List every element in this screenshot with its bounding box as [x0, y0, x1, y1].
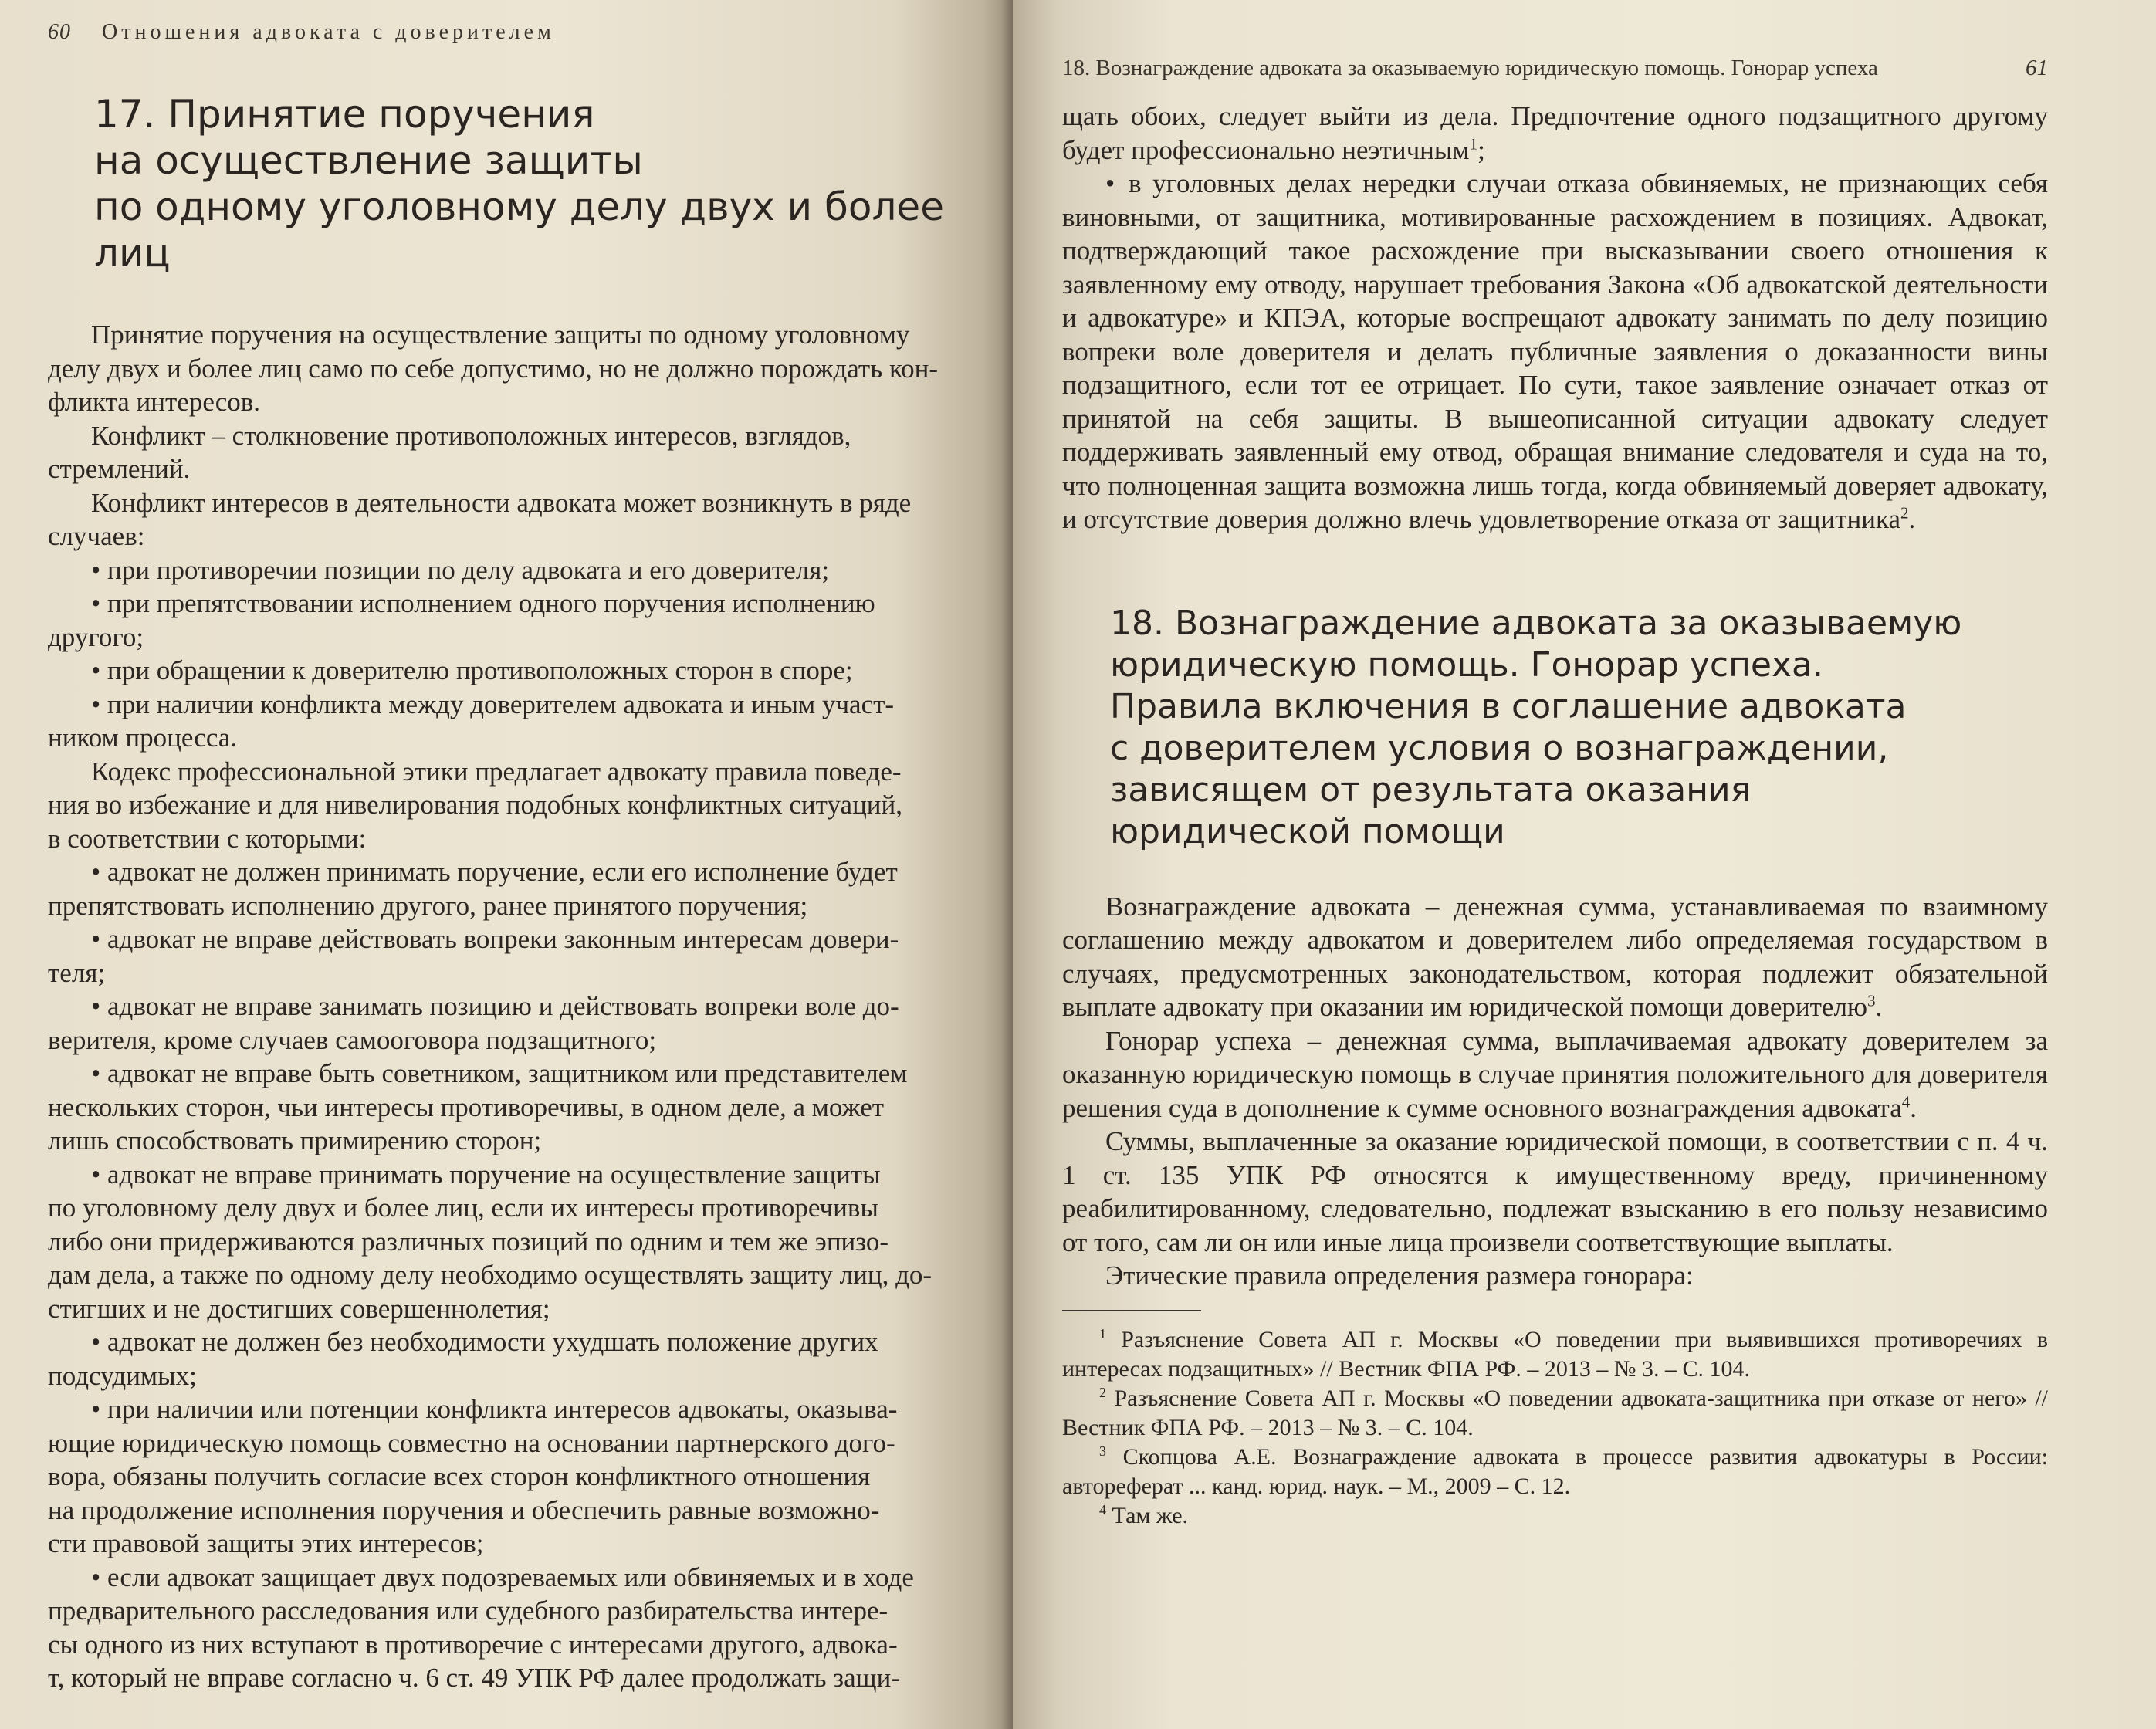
text-line: • адвокат не вправе быть советником, защитником или представителем — [91, 1058, 908, 1088]
heading-line: с доверителем условия о вознаграждении, — [1110, 728, 1889, 768]
paragraph-text: Вознаграждение адвоката – денежная сумма, устанавливаемая по взаимному соглашению между адвокатом и доверителем либо определяемая государством в случаях, предусмотренных законодательством, которая подлежит обязательной выплате адвокату при оказании им юридической помощи доверителю — [1062, 891, 2048, 1022]
text-line: • при наличии конфликта между доверителем адвоката и иным участ- — [91, 689, 895, 719]
heading-line: 17. Принятие поручения — [94, 92, 595, 137]
paragraph — [1062, 1125, 2048, 1259]
text-line: теля; — [48, 957, 106, 988]
text-line: другого; — [48, 621, 144, 652]
left-page — [0, 0, 1013, 1729]
text-line: • при наличии или потенции конфликта интересов адвокаты, оказыва- — [91, 1394, 898, 1424]
text-line: • адвокат не вправе действовать вопреки законным интересам довери- — [91, 924, 899, 954]
paragraph-text: в уголовных делах нередки случаи отказа обвиняемых, не признающих себя виновными, от защитника, мотивированные расхождением в позициях. Адвокат, подтверждающий такое расхождение при высказывании своего отношения к заявленному ему отводу, нарушает требования Закона «Об адвокатской деятельности и адвокатуре» и КПЭА, которые воспрещают адвокату занимать по делу позицию вопреки воле доверителя и делать публичные заявления о доказанности вины подзащитного, если тот ее отрицает. По сути, такое заявление означает отказ от принятой на себя защиты. В вышеописанной ситуации адвокату следует поддерживать заявленный ему отвод, обращая внимание следователя и суда на то, что полноценная защита возможна лишь тогда, когда обвиняемый доверяет адвокату, и отсутствие доверия должно влечь удовлетворение отказа от защитника — [1062, 168, 2048, 534]
heading-line: юридической помощи — [1110, 811, 1505, 851]
spacer — [1062, 536, 2048, 603]
right-body-text — [1062, 890, 2048, 1293]
text-line: в соответствии с которыми: — [48, 823, 367, 854]
footnote-mark: 2 — [1099, 1384, 1106, 1400]
footnotes — [1062, 1325, 2048, 1531]
footnote — [1062, 1325, 2048, 1384]
running-head-title: 18. Вознаграждение адвоката за оказываемую юридическую помощь. Гонорар успеха — [1062, 56, 1878, 80]
footnote — [1062, 1443, 2048, 1501]
footnote-marker: 3 — [1867, 991, 1876, 1010]
heading-line: Правила включения в соглашение адвоката — [1110, 686, 1907, 726]
text-line: фликта интересов. — [48, 387, 261, 417]
heading-line: зависящем от результата оказания — [1110, 770, 1752, 810]
text-line: • при препятствовании исполнением одного поручения исполнению — [91, 588, 875, 618]
running-head-left — [48, 20, 1013, 45]
paragraph: Гонорар успеха – денежная сумма, выплачиваемая адвокату доверителем за оказанную юридическую помощь в случае принятия положительного для доверителя решения суда в дополнение к сумме основного вознаграждения адвоката$^4$. — [1062, 1025, 2048, 1123]
footnote — [1062, 1384, 2048, 1443]
text-line: предварительного расследования или судебного разбирательства интере- — [48, 1595, 888, 1626]
footnote-marker: 4 — [1901, 1091, 1911, 1111]
text-line: ником процесса. — [48, 722, 238, 753]
text-line: вора, обязаны получить согласие всех сторон конфликтного отношения — [48, 1461, 871, 1491]
text-line: делу двух и более лиц само по себе допустимо, но не должно порождать кон- — [48, 353, 939, 384]
text-line: верителя, кроме случаев самооговора подзащитного; — [48, 1024, 657, 1055]
text-line: Принятие поручения на осуществление защиты по одному уголовному — [91, 320, 910, 350]
section-18-heading — [1110, 603, 2048, 853]
footnote-text: Разъяснение Совета АП г. Москвы «О поведении адвоката-защитника при отказе от него» // Вестник ФПА РФ. – 2013 – № 3. – С. 104. — [1062, 1385, 2049, 1440]
text-line: Кодекс профессиональной этики предлагает адвокату правила поведе- — [91, 756, 902, 787]
right-top-text — [1062, 100, 2048, 536]
bullet-dot: • — [1105, 168, 1115, 198]
paragraph-text: Суммы, выплаченные за оказание юридической помощи, в соответствии с п. 4 ч. 1 ст. 135 УПК РФ относятся к имущественному вреду, причиненному реабилитированному, следовательно, подлежат взысканию в его пользу независимо от того, сам ли он или иные лица произвели соответствующие выплаты. — [1062, 1126, 2048, 1257]
heading-line: юридическую помощь. Гонорар успеха. — [1110, 645, 1823, 685]
text-line: стремлений. — [48, 454, 191, 484]
text-line: Конфликт – столкновение противоположных интересов, взглядов, — [91, 420, 851, 451]
text-line: подсудимых; — [48, 1360, 197, 1391]
bullet-item: • в уголовных делах нередки случаи отказа обвиняемых, не признающих себя виновными, от защитника, мотивированные расхождением в позициях. Адвокат, подтверждающий такое расхождение при высказывании своего отношения к заявленному ему отводу, нарушает требования Закона «Об адвокатской деятельности и адвокатуре» и КПЭА, которые воспрещают адвокату занимать по делу позицию вопреки воле доверителя и делать публичные заявления о доказанности вины подзащитного, если тот ее отрицает. По сути, такое заявление означает отказ от принятой на себя защиты. В вышеописанной ситуации адвокату следует поддерживать заявленный ему отвод, обращая внимание следователя и суда на то, что полноценная защита возможна лишь тогда, когда обвиняемый доверяет адвокату, и отсутствие доверия должно влечь удовлетворение отказа от защитника$^2$. — [1062, 168, 2048, 534]
text-line: • адвокат не должен без необходимости ухудшать положение других — [91, 1327, 878, 1357]
footnote-rule — [1062, 1310, 1201, 1311]
text-line: ющие юридическую помощь совместно на основании партнерского дого- — [48, 1427, 895, 1458]
text-line: на продолжение исполнения поручения и обеспечить равные возможно- — [48, 1494, 880, 1525]
footnote — [1062, 1501, 2048, 1531]
page-number-left: 60 — [48, 20, 71, 44]
text-line: • если адвокат защищает двух подозреваемых или обвиняемых и в ходе — [91, 1562, 914, 1592]
running-head-title: Отношения адвоката с доверителем — [102, 20, 555, 44]
text-line: лишь способствовать примирению сторон; — [48, 1125, 542, 1155]
footnote-mark: 1 — [1099, 1325, 1106, 1342]
text-line: • при обращении к доверителю противоположных сторон в споре; — [91, 655, 853, 685]
footnote-text: Там же. — [1112, 1502, 1189, 1528]
text-line: сти правовой защиты этих интересов; — [48, 1528, 484, 1558]
right-page — [1013, 0, 2156, 1729]
paragraph — [1062, 1259, 2048, 1293]
text-line: • адвокат не вправе принимать поручение на осуществление защиты — [91, 1159, 881, 1189]
footnote-text: Разъяснение Совета АП г. Москвы «О поведении при выявившихся противоречиях в интересах подзащитных» // Вестник ФПА РФ. – 2013 – № 3. – С. 104. — [1062, 1326, 2049, 1382]
paragraph-text: Гонорар успеха – денежная сумма, выплачиваемая адвокату доверителем за оказанную юридическую помощь в случае принятия положительного для доверителя решения суда в дополнение к сумме основного вознаграждения адвоката — [1062, 1025, 2048, 1123]
paragraph-text: Этические правила определения размера гонорара: — [1105, 1260, 1694, 1291]
text-line: случаев: — [48, 521, 145, 551]
page-number-right: 61 — [2026, 56, 2048, 80]
section-17-heading — [94, 91, 1013, 276]
text-line: т, который не вправе согласно ч. 6 ст. 49 УПК РФ далее продолжать защи- — [48, 1663, 901, 1693]
text-line: • при противоречии позиции по делу адвоката и его доверителя; — [91, 554, 830, 585]
text-line: стигших и не достигших совершеннолетия; — [48, 1293, 550, 1324]
text-line: препятствовать исполнению другого, ранее принятого поручения; — [48, 890, 808, 921]
text-line: Конфликт интересов в деятельности адвоката может возникнуть в ряде — [91, 487, 912, 518]
heading-line: 18. Вознаграждение адвоката за оказываемую — [1110, 603, 1962, 643]
text-line: нескольких сторон, чьи интересы противоречивы, в одном деле, а может — [48, 1091, 885, 1122]
text-line: либо они придерживаются различных позиций по одним и тем же эпизо- — [48, 1226, 889, 1257]
footnote-marker: 2 — [1900, 503, 1909, 523]
footnote-mark: 4 — [1099, 1501, 1106, 1518]
text-line: по уголовному делу двух и более лиц, если их интересы противоречивы — [48, 1193, 878, 1223]
text-line: ния во избежание и для нивелирования подобных конфликтных ситуаций, — [48, 790, 903, 820]
paragraph: Вознаграждение адвоката – денежная сумма, устанавливаемая по взаимному соглашению между адвокатом и доверителем либо определяемая государством в случаях, предусмотренных законодательством, которая подлежит обязательной выплате адвокату при оказании им юридической помощи доверителю$^3$. — [1062, 891, 2048, 1022]
text-line: сы одного из них вступают в противоречие с интересами другого, адвока- — [48, 1629, 898, 1660]
footnote-text: Скопцова А.Е. Вознаграждение адвоката в процессе развития адвокатуры в России: автореферат ... канд. юрид. наук. – М., 2009 – С. 12. — [1062, 1443, 2048, 1499]
running-head-right — [1062, 56, 2048, 81]
paragraph: щать обоих, следует выйти из дела. Предпочтение одного подзащитного другому будет профессионально неэтичным$^1$; — [1062, 101, 2048, 165]
paragraph-text: щать обоих, следует выйти из дела. Предпочтение одного подзащитного другому будет профессионально неэтичным — [1062, 101, 2048, 165]
footnote-mark: 3 — [1099, 1443, 1106, 1459]
left-body-text — [48, 318, 1013, 1695]
text-line: • адвокат не вправе занимать позицию и действовать вопреки воле до- — [91, 991, 899, 1021]
text-line: • адвокат не должен принимать поручение, если его исполнение будет — [91, 857, 898, 887]
heading-line: на осуществление защиты — [94, 138, 643, 183]
text-line: дам дела, а также по одному делу необходимо осуществлять защиту лиц, до- — [48, 1260, 932, 1290]
footnote-marker: 1 — [1469, 134, 1478, 153]
heading-line: по одному уголовному делу двух и более лиц — [94, 184, 944, 276]
